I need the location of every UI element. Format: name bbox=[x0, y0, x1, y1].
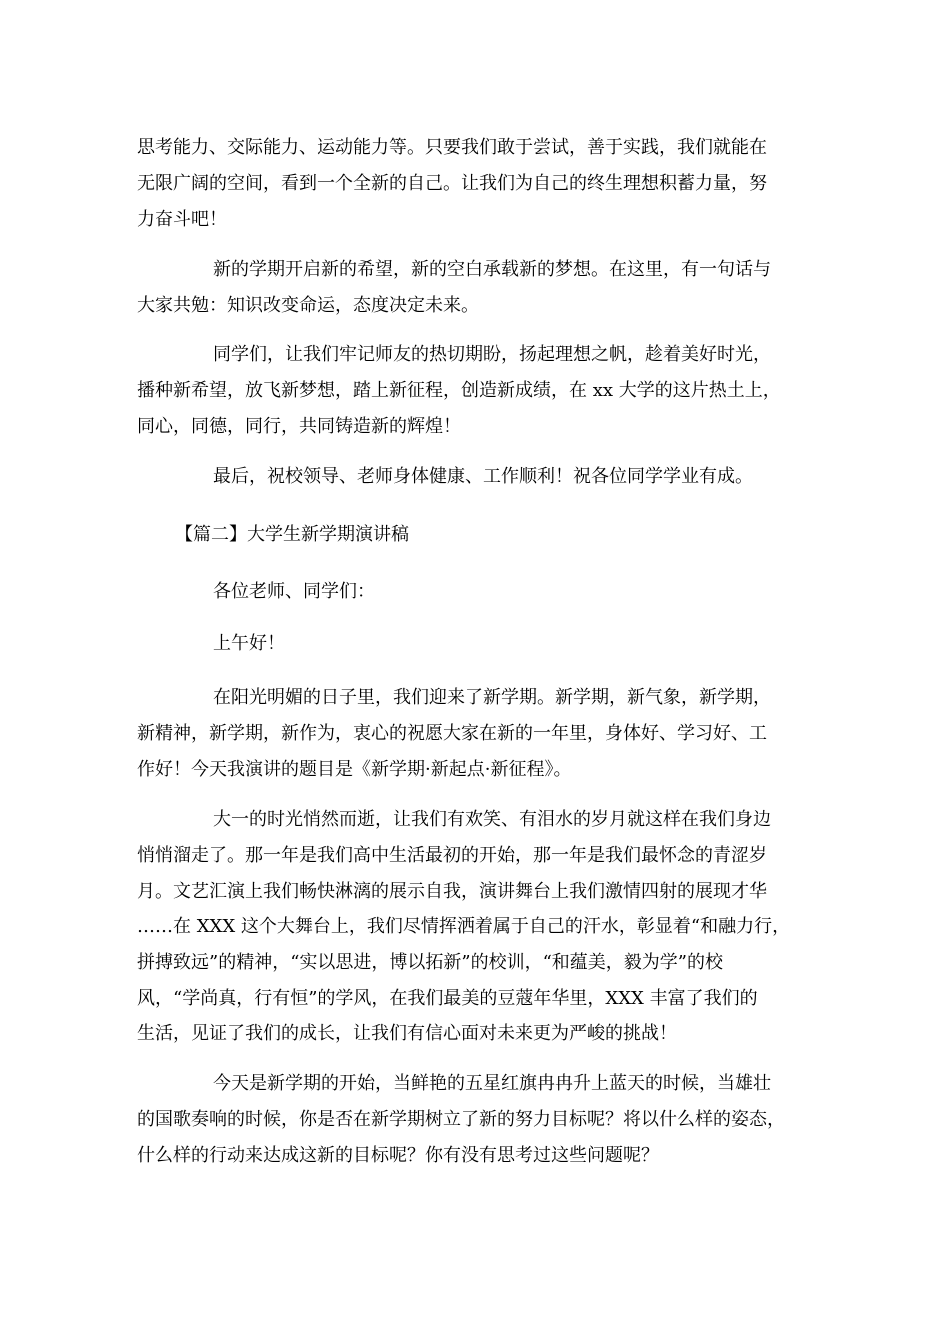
paragraph-line: 力奋斗吧！ bbox=[137, 209, 227, 230]
paragraph-line: 同心，同德，同行，共同铸造新的辉煌！ bbox=[137, 416, 461, 437]
paragraph-line: 在阳光明媚的日子里，我们迎来了新学期。新学期，新气象，新学期， bbox=[213, 687, 771, 708]
paragraph-line: 同学们，让我们牢记师友的热切期盼，扬起理想之帆，趁着美好时光， bbox=[213, 344, 771, 365]
paragraph-line: 大一的时光悄然而逝，让我们有欢笑、有泪水的岁月就这样在我们身边 bbox=[213, 809, 771, 830]
paragraph-line: 什么样的行动来达成这新的目标呢？你有没有思考过这些问题呢？ bbox=[137, 1145, 659, 1166]
paragraph-line: 作好！今天我演讲的题目是《新学期·新起点·新征程》。 bbox=[137, 759, 572, 780]
salutation: 各位老师、同学们： bbox=[213, 581, 375, 602]
paragraph-line: 月。文艺汇演上我们畅快淋漓的展示自我，演讲舞台上我们激情四射的展现才华 bbox=[137, 881, 767, 902]
paragraph-line: ……在 XXX 这个大舞台上，我们尽情挥洒着属于自己的汗水，彰显着“和融力行， bbox=[137, 916, 791, 937]
paragraph-line: 无限广阔的空间，看到一个全新的自己。让我们为自己的终生理想积蓄力量，努 bbox=[137, 173, 767, 194]
paragraph-line: 播种新希望，放飞新梦想，踏上新征程，创造新成绩，在 xx 大学的这片热土上， bbox=[137, 380, 781, 401]
paragraph-line: 新精神，新学期，新作为，衷心的祝愿大家在新的一年里，身体好、学习好、工 bbox=[137, 723, 767, 744]
paragraph-line: 的国歌奏响的时候，你是否在新学期树立了新的努力目标呢？将以什么样的姿态， bbox=[137, 1109, 785, 1130]
paragraph-line: 拼搏致远”的精神，“实以思进，博以拓新”的校训，“和蕴美，毅为学”的校 bbox=[137, 952, 724, 973]
paragraph-line: 生活，见证了我们的成长，让我们有信心面对未来更为严峻的挑战！ bbox=[137, 1023, 677, 1044]
paragraph-line: 风，“学尚真，行有恒”的学风，在我们最美的豆蔻年华里，XXX 丰富了我们的 bbox=[137, 988, 758, 1009]
section-heading: 【篇二】大学生新学期演讲稿 bbox=[175, 524, 409, 545]
greeting: 上午好！ bbox=[213, 633, 285, 654]
paragraph-line: 大家共勉：知识改变命运，态度决定未来。 bbox=[137, 295, 479, 316]
paragraph-line: 思考能力、交际能力、运动能力等。只要我们敢于尝试，善于实践，我们就能在 bbox=[137, 137, 767, 158]
paragraph-line: 新的学期开启新的希望，新的空白承载新的梦想。在这里，有一句话与 bbox=[213, 259, 771, 280]
paragraph-line: 悄悄溜走了。那一年是我们高中生活最初的开始，那一年是我们最怀念的青涩岁 bbox=[137, 845, 767, 866]
paragraph-line: 今天是新学期的开始，当鲜艳的五星红旗冉冉升上蓝天的时候，当雄壮 bbox=[213, 1073, 771, 1094]
paragraph-line: 最后，祝校领导、老师身体健康、工作顺利！祝各位同学学业有成。 bbox=[213, 466, 753, 487]
